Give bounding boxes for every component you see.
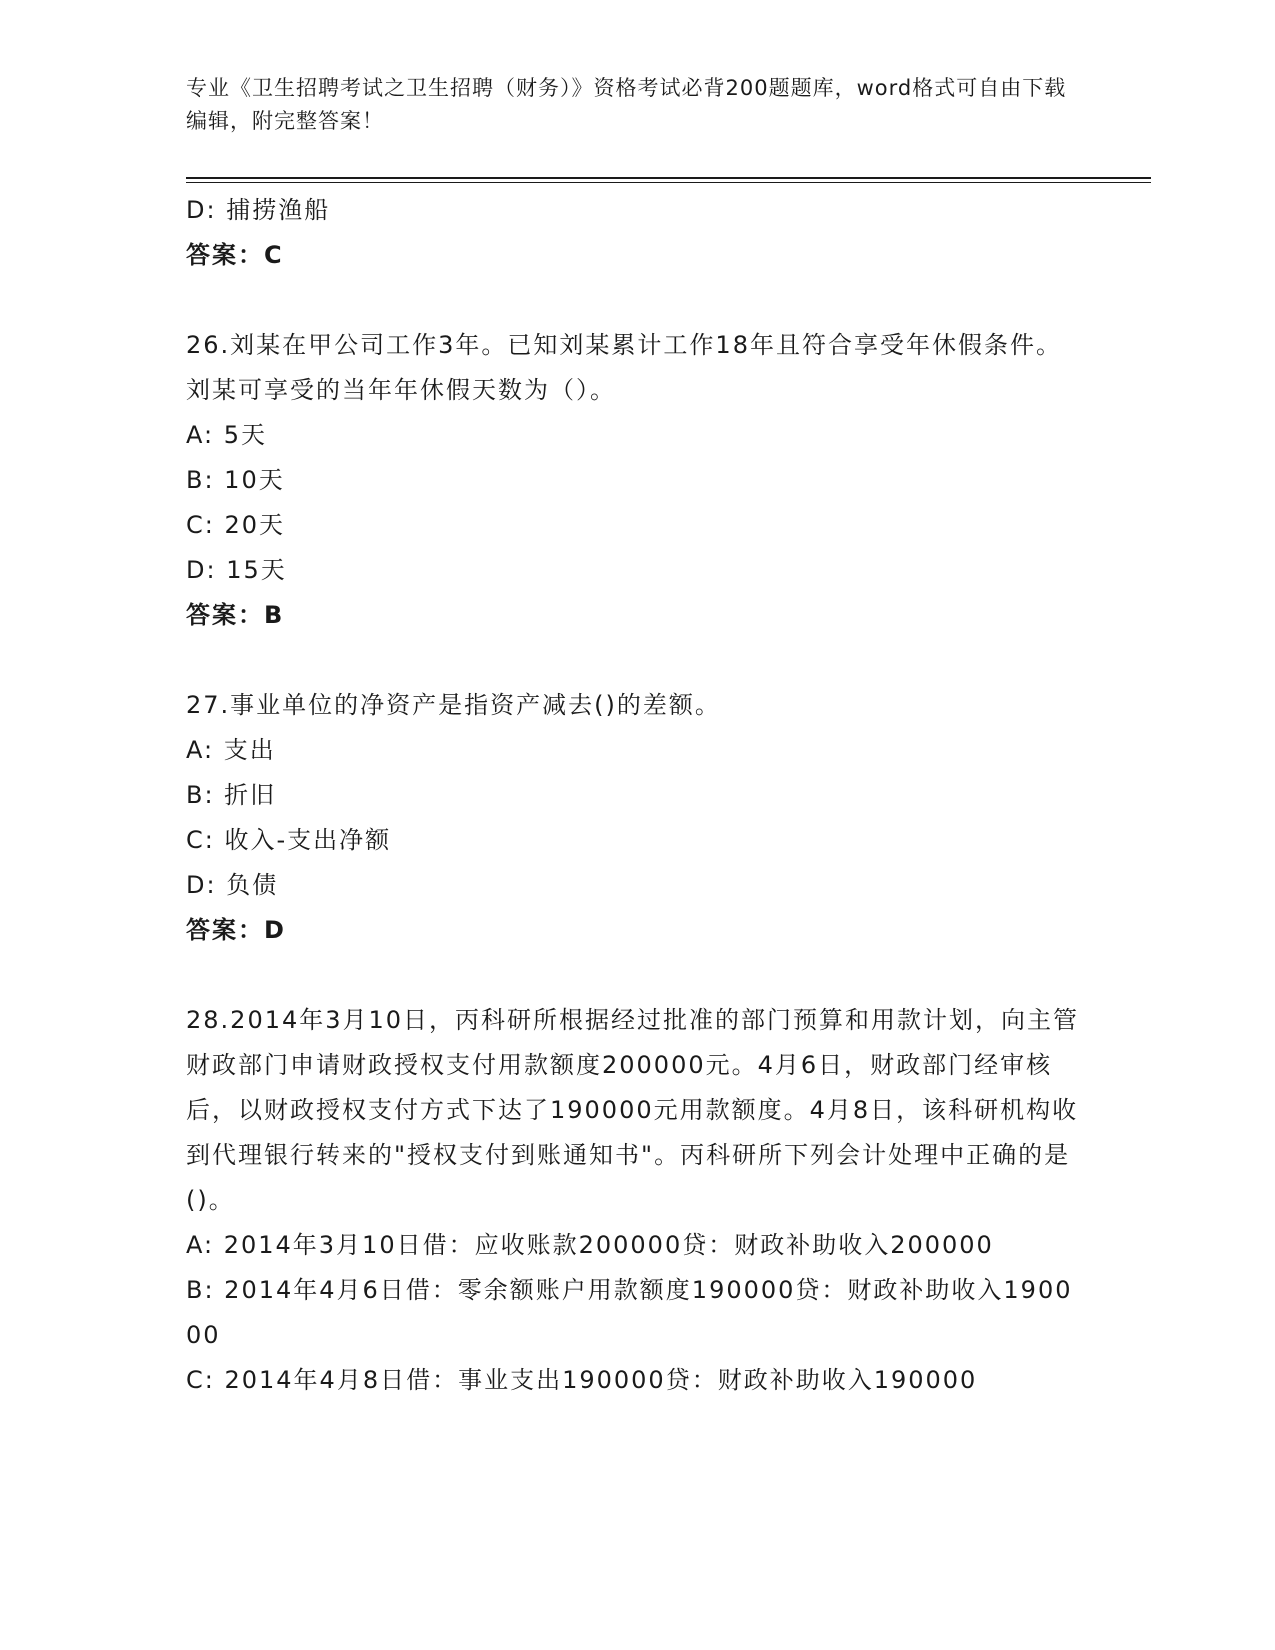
option-d: D: 15天 (186, 556, 287, 584)
spacer (186, 953, 1086, 998)
question-stem: 27.事业单位的净资产是指资产减去()的差额。 (186, 691, 721, 719)
option-b: B: 2014年4月6日借：零余额账户用款额度190000贷：财政补助收入190000 (186, 1276, 1073, 1349)
answer: 答案：D (186, 916, 286, 944)
spacer (186, 638, 1086, 683)
question-content (186, 188, 1086, 1403)
option-b: B: 10天 (186, 466, 285, 494)
option-a: A: 5天 (186, 421, 267, 449)
header-divider (186, 177, 1151, 179)
question-28 (186, 998, 1086, 1403)
header-divider-thin (186, 182, 1151, 183)
option-a: A: 2014年3月10日借：应收账款200000贷：财政补助收入200000 (186, 1231, 994, 1259)
header-text: 专业《卫生招聘考试之卫生招聘（财务）》资格考试必背200题题库，word格式可自由下载编辑，附完整答案！ (186, 76, 1067, 133)
answer: 答案：C (186, 241, 284, 269)
option-c: C: 20天 (186, 511, 286, 539)
question-26 (186, 323, 1086, 638)
answer: 答案：B (186, 601, 285, 629)
option-c: C: 收入-支出净额 (186, 826, 392, 854)
question-stem: 28.2014年3月10日，丙科研所根据经过批准的部门预算和用款计划，向主管财政部门申请财政授权支付用款额度200000元。4月6日，财政部门经审核后，以财政授权支付方式下达了190000元用款额度。4月8日，该科研机构收到代理银行转来的"授权支付到账通知书"。丙科研所下列会计处理中正确的是()。 (186, 1006, 1080, 1214)
option-c: C: 2014年4月8日借：事业支出190000贷：财政补助收入190000 (186, 1366, 978, 1394)
question-27 (186, 683, 1086, 953)
spacer (186, 278, 1086, 323)
option-d: D: 负债 (186, 871, 279, 899)
option-d: D: 捕捞渔船 (186, 196, 331, 224)
document-header (186, 72, 1086, 138)
question-stem: 26.刘某在甲公司工作3年。已知刘某累计工作18年且符合享受年休假条件。刘某可享受的当年年休假天数为（）。 (186, 331, 1062, 404)
option-a: A: 支出 (186, 736, 276, 764)
option-b: B: 折旧 (186, 781, 277, 809)
